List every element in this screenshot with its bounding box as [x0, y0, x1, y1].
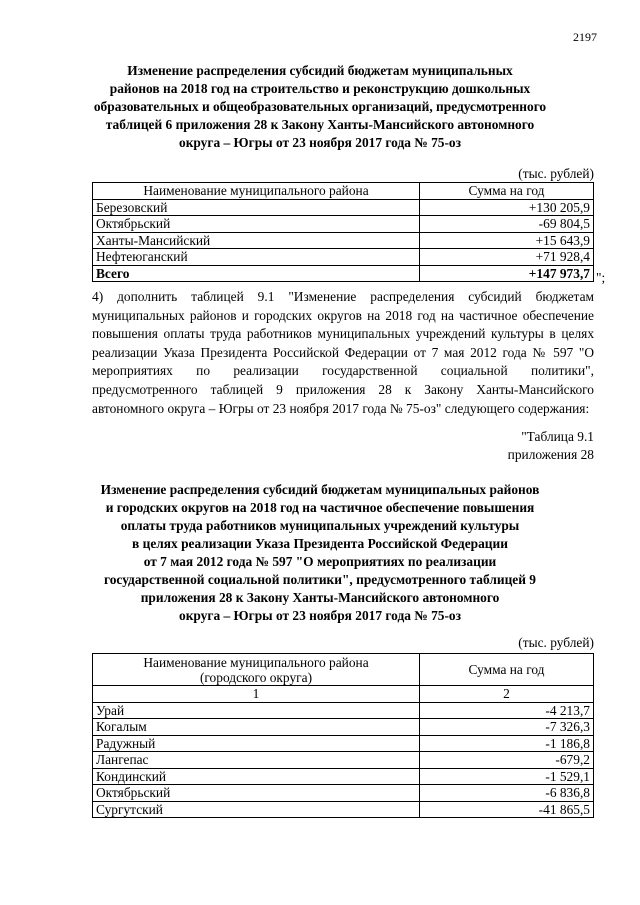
table-row	[93, 216, 594, 233]
district-name: Березовский	[93, 199, 420, 216]
paragraph-text: 4) дополнить таблицей 9.1 "Изменение распределения субсидий	[92, 289, 536, 304]
paragraph-text: реализации государственной социальной политики", предусмотренного	[92, 363, 594, 397]
district-name: Кондинский	[93, 768, 420, 785]
district-sum: -4 213,7	[420, 702, 594, 719]
column-index: 2	[420, 686, 594, 703]
title-line: таблицей 6 приложения 28 к Закону Ханты-Мансийского автономного	[105, 117, 535, 132]
title-line: приложения 28 к Закону Ханты-Мансийского автономного	[140, 590, 500, 605]
table-row	[93, 801, 594, 818]
subsidy-table-9-1	[92, 653, 594, 818]
table-row	[93, 249, 594, 266]
district-sum: -1 186,8	[420, 735, 594, 752]
column-index: 1	[93, 686, 420, 703]
page-number: 2197	[573, 30, 597, 44]
title-line: государственной социальной политики", предусмотренного таблицей 9	[103, 572, 536, 587]
header-line: (городского округа)	[199, 669, 313, 685]
amendment-paragraph	[92, 288, 594, 418]
district-name: Радужный	[93, 735, 420, 752]
units-label: (тыс. рублей)	[518, 166, 594, 181]
table9-1-title	[80, 481, 560, 625]
district-name: Когалым	[93, 719, 420, 736]
district-name: Октябрьский	[93, 785, 420, 802]
table-header-row	[93, 654, 594, 686]
title-line: Изменение распределения субсидий бюджетам муниципальных	[127, 63, 513, 78]
table-header-row	[93, 183, 594, 200]
subsidy-table-6	[92, 182, 594, 282]
table-reference-note	[508, 428, 594, 464]
paragraph-text: Российской Федерации от 7 мая 2012 года № 597 "О мероприятиях по	[92, 344, 595, 379]
district-name: Октябрьский	[93, 216, 420, 233]
total-label: Всего	[93, 265, 420, 282]
table-row	[93, 232, 594, 249]
closing-quote: ";	[596, 270, 606, 285]
title-line: образовательных и общеобразовательных организаций, предусмотренного	[93, 99, 547, 114]
district-sum: +130 205,9	[420, 199, 594, 216]
note-line: приложения 28	[507, 447, 594, 462]
header-line: Наименование муниципального района	[143, 654, 369, 670]
district-sum: -1 529,1	[420, 768, 594, 785]
note-line: "Таблица 9.1	[521, 429, 594, 444]
paragraph-text: бюджетам муниципальных районов и городских округов на 2018 год	[92, 289, 594, 323]
paragraph-text: Югры от 23 ноября 2017 года № 75-оз" следующего содержания:	[218, 400, 590, 416]
district-name: Ханты-Мансийский	[93, 232, 420, 249]
table-row	[93, 702, 594, 719]
title-line: оплаты труда работников муниципальных учреждений культуры	[120, 518, 520, 533]
district-sum: -6 836,8	[420, 785, 594, 802]
title-line: районов на 2018 год на строительство и реконструкцию дошкольных	[109, 81, 531, 96]
table-total-row	[93, 265, 594, 282]
title-line: и городских округов на 2018 год на частичное обеспечение повышения	[105, 500, 535, 515]
district-sum: -7 326,3	[420, 719, 594, 736]
column-header-name	[93, 654, 420, 686]
total-sum: +147 973,7	[420, 265, 594, 282]
table-row	[93, 199, 594, 216]
title-line: округа – Югры от 23 ноября 2017 года № 75-оз	[179, 135, 461, 150]
title-line: округа – Югры от 23 ноября 2017 года № 75-оз	[179, 608, 461, 623]
district-sum: +71 928,4	[420, 249, 594, 266]
district-name: Урай	[93, 702, 420, 719]
district-sum: -69 804,5	[420, 216, 594, 233]
title-line: от 7 мая 2012 года № 597 "О мероприятиях по реализации	[143, 554, 497, 569]
paragraph-text: на частичное обеспечение повышения оплаты труда работников	[92, 307, 594, 342]
table-row	[93, 785, 594, 802]
district-sum: -41 865,5	[420, 801, 594, 818]
column-header-sum: Сумма на год	[420, 654, 594, 686]
district-sum: -679,2	[420, 752, 594, 769]
column-index-row	[93, 686, 594, 703]
title-line: в целях реализации Указа Президента Российской Федерации	[132, 536, 508, 551]
title-line: Изменение распределения субсидий бюджетам муниципальных районов	[100, 482, 540, 497]
table-row	[93, 735, 594, 752]
table-row	[93, 719, 594, 736]
table-row	[93, 768, 594, 785]
column-header-sum: Сумма на год	[420, 183, 594, 200]
paragraph-text: муниципальных учреждений культуры в целях реализации Указа Президента	[92, 326, 595, 360]
units-label: (тыс. рублей)	[518, 635, 594, 650]
district-sum: +15 643,9	[420, 232, 594, 249]
district-name: Нефтеюганский	[93, 249, 420, 266]
paragraph-text: таблицей 9 приложения 28 к Закону Ханты-Мансийского автономного округа –	[92, 381, 594, 416]
district-name: Сургутский	[93, 801, 420, 818]
district-name: Лангепас	[93, 752, 420, 769]
table-row	[93, 752, 594, 769]
table6-title	[80, 62, 560, 152]
column-header-name: Наименование муниципального района	[93, 183, 420, 200]
